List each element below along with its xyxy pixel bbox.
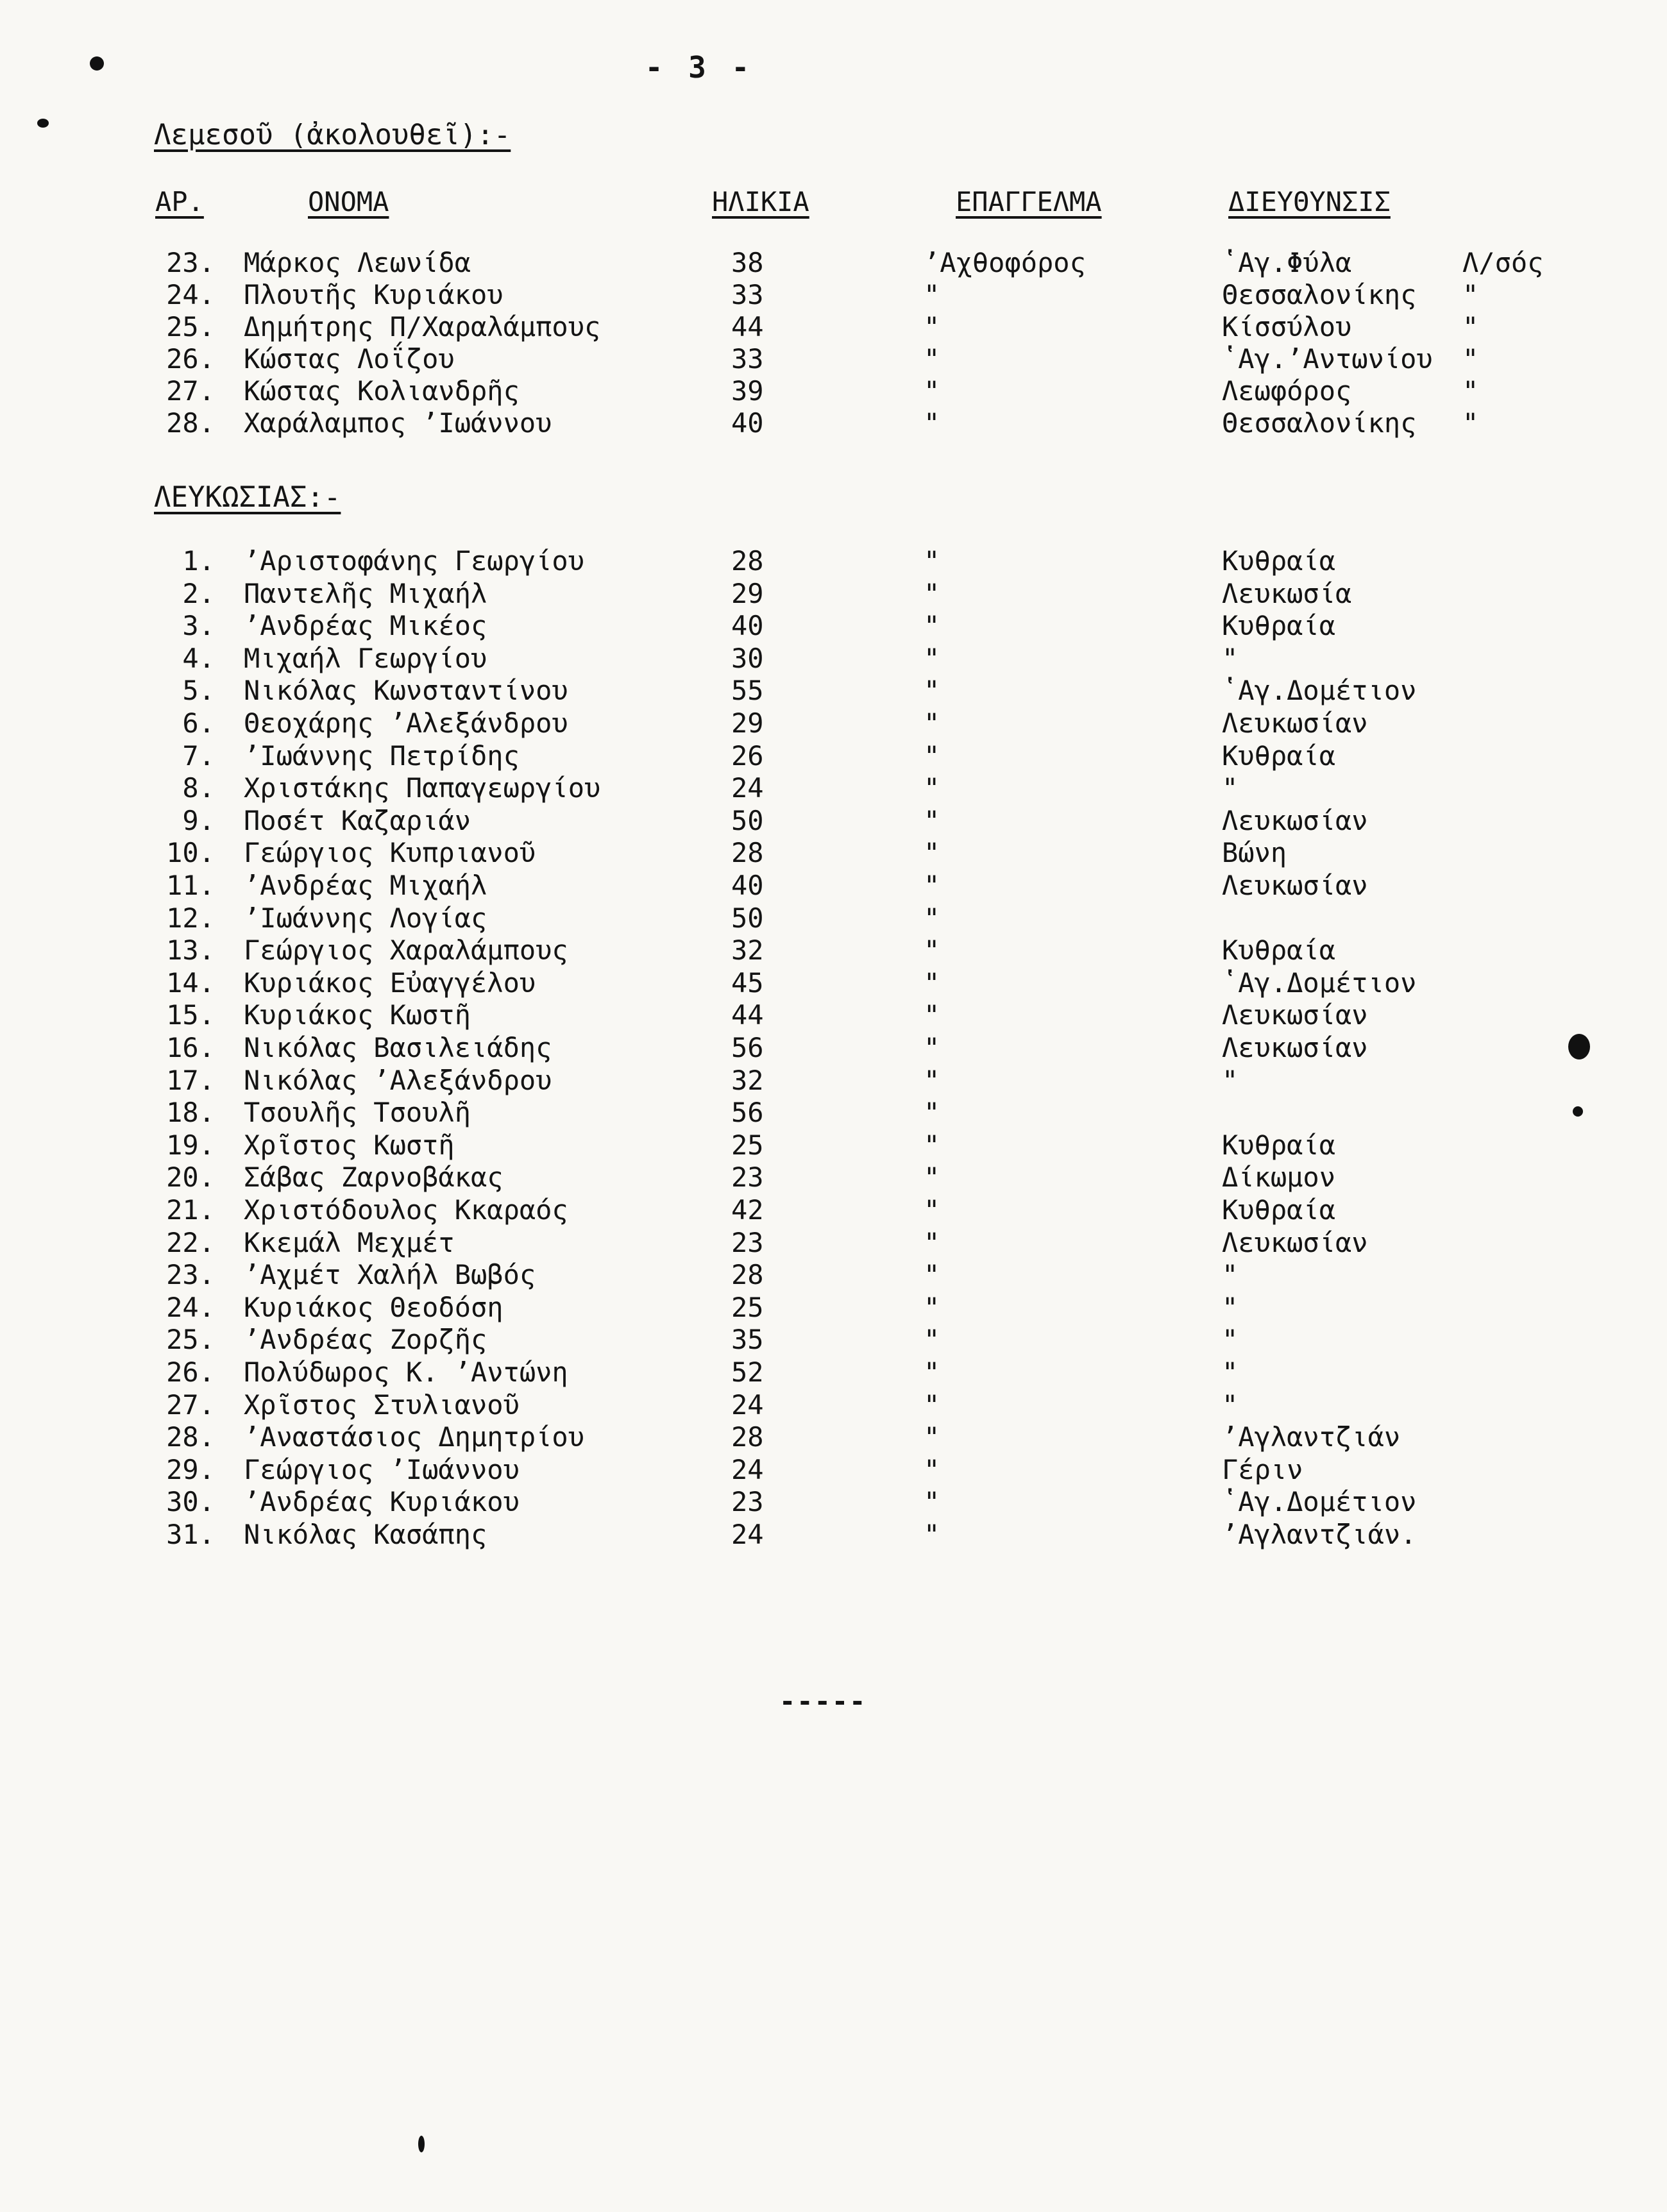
address-ditto: " [1462,375,1479,407]
person-address: " [1222,1389,1239,1421]
row-number: 4. [182,642,215,674]
person-address: ʽΑγ.Δομέτιον [1222,675,1417,707]
person-address: Κυθραία [1222,610,1336,642]
row-number: 1. [182,545,215,577]
person-occupation: " [924,1291,940,1323]
person-name: ʼΑχμέτ Χαλήλ Βωβός [244,1259,536,1291]
row-number: 19. [166,1129,215,1161]
scan-speck [90,56,104,71]
person-occupation: " [924,999,940,1031]
scan-speck [418,2136,425,2152]
table-row [0,343,1667,375]
person-address: ʼΑγλαντζιάν. [1222,1519,1417,1550]
table-row [0,1161,1667,1194]
person-age: 50 [731,804,764,836]
address-ditto: Λ/σός [1462,247,1544,278]
person-address: Λευκωσίαν [1222,1032,1368,1063]
person-address: Δίκωμον [1222,1161,1336,1194]
person-age: 29 [731,707,764,739]
person-age: 55 [731,675,764,707]
person-name: Τσουλῆς Τσουλῆ [244,1097,471,1129]
person-address: Λευκωσίαν [1222,870,1368,901]
person-name: Κώστας Κολιανδρῆς [244,375,520,407]
table-row [0,375,1667,407]
person-occupation: ʼΑχθοφόρος [924,247,1086,278]
person-occupation: " [924,642,940,674]
person-name: Γεώργιος Χαραλάμπους [244,934,568,967]
table-row [0,999,1667,1031]
table-row [0,870,1667,902]
person-address: " [1222,772,1239,804]
table-row [0,1486,1667,1518]
row-number: 6. [182,707,215,739]
person-occupation: " [924,707,940,739]
person-address: ʽΑγ.Δομέτιον [1222,967,1417,999]
person-name: ʼΙωάννης Λογίας [244,902,487,934]
person-name: Θεοχάρης ʼΑλεξάνδρου [244,707,568,739]
table-row [0,1292,1667,1324]
person-name: Γεώργιος Κυπριανοῦ [244,837,536,869]
person-name: Πολύδωρος Κ. ʼΑντώνη [244,1356,568,1388]
header-name: ΟΝΟΜΑ [308,186,389,217]
header-no: ΑΡ. [155,186,204,217]
person-occupation: " [924,1129,940,1161]
person-address: Θεσσαλονίκης [1222,279,1417,310]
person-occupation: " [924,675,940,707]
person-address: Κυθραία [1222,545,1336,577]
person-name: ʼΑναστάσιος Δημητρίου [244,1421,585,1453]
table-row [0,772,1667,804]
person-address: " [1222,1259,1239,1291]
row-number: 11. [166,870,215,901]
person-name: Νικόλας Κασάπης [244,1519,487,1550]
table-row [0,247,1667,279]
person-occupation: " [924,311,940,342]
person-name: Χαράλαμπος ʼΙωάννου [244,407,552,439]
person-occupation: " [924,870,940,901]
person-age: 24 [731,1453,764,1485]
person-name: Γεώργιος ʼΙωάννου [244,1453,520,1485]
person-occupation: " [924,837,940,869]
row-number: 27. [166,1389,215,1421]
table-row [0,279,1667,311]
table-row [0,805,1667,837]
person-address: ʽΑγ.Φύλα [1222,247,1352,278]
row-number: 23. [166,1259,215,1291]
person-name: Χρῖστος Κωστῆ [244,1129,455,1161]
person-age: 28 [731,1259,764,1291]
table-row [0,707,1667,739]
person-occupation: " [924,1486,940,1518]
table-row [0,1454,1667,1486]
person-address: " [1222,1064,1239,1096]
person-age: 24 [731,772,764,804]
table-row [0,1356,1667,1389]
table-row [0,934,1667,967]
row-number: 24. [166,1291,215,1323]
person-occupation: " [924,407,940,439]
person-age: 40 [731,870,764,901]
person-name: Νικόλας Κωνσταντίνου [244,675,568,707]
row-number: 23. [166,247,215,278]
person-name: Νικόλας Βασιλειάδης [244,1032,552,1063]
person-occupation: " [924,1389,940,1421]
section-title-nicosia: ΛΕΥΚΩΣΙΑΣ:- [154,481,341,514]
row-number: 16. [166,1032,215,1063]
person-name: Χρῖστος Στυλιανοῦ [244,1389,520,1421]
table-row [0,1389,1667,1421]
table-row [0,837,1667,869]
header-address: ΔΙΕΥΘΥΝΣΙΣ [1228,186,1391,217]
person-name: ʼΑνδρέας Ζορζῆς [244,1324,487,1356]
table-row [0,1194,1667,1226]
row-number: 24. [166,279,215,310]
row-number: 8. [182,772,215,804]
person-address: Κυθραία [1222,934,1336,967]
person-name: ʼΑνδρέας Κυριάκου [244,1486,520,1518]
person-occupation: " [924,1421,940,1453]
person-name: ʼΑριστοφάνης Γεωργίου [244,545,585,577]
person-occupation: " [924,772,940,804]
person-address: Λεωφόρος [1222,375,1352,407]
person-name: ʼΑνδρέας Μικέος [244,610,487,642]
person-name: Παντελῆς Μιχαήλ [244,577,487,609]
person-name: Σάβας Ζαρνοβάκας [244,1161,503,1194]
table-row [0,1519,1667,1551]
row-number: 20. [166,1161,215,1194]
person-occupation: " [924,902,940,934]
table-row [0,407,1667,439]
person-address: Κυθραία [1222,1194,1336,1226]
person-occupation: " [924,279,940,310]
person-occupation: " [924,375,940,407]
person-name: Κώστας Λοΐζου [244,343,455,375]
table-row [0,967,1667,999]
row-number: 17. [166,1064,215,1096]
person-occupation: " [924,1161,940,1194]
person-age: 25 [731,1129,764,1161]
person-occupation: " [924,610,940,642]
row-number: 9. [182,804,215,836]
row-number: 5. [182,675,215,707]
person-age: 35 [731,1324,764,1356]
person-name: Κυριάκος Κωστῆ [244,999,471,1031]
person-occupation: " [924,804,940,836]
table-row [0,1259,1667,1291]
person-occupation: " [924,1324,940,1356]
row-number: 25. [166,311,215,342]
person-name: Πλουτῆς Κυριάκου [244,279,503,310]
table-row [0,643,1667,675]
address-ditto: " [1462,407,1479,439]
scan-speck [1568,1034,1590,1060]
row-number: 21. [166,1194,215,1226]
table-row [0,1324,1667,1356]
end-separator: ----- [779,1685,867,1717]
person-address: Λευκωσία [1222,577,1352,609]
person-name: Μιχαήλ Γεωργίου [244,642,487,674]
row-number: 7. [182,739,215,772]
person-age: 40 [731,407,764,439]
person-name: Νικόλας ʼΑλεξάνδρου [244,1064,552,1096]
person-name: Δημήτρης Π/Χαραλάμπους [244,311,601,342]
person-name: ʼΑνδρέας Μιχαήλ [244,870,487,901]
person-address: Κυθραία [1222,739,1336,772]
table-row [0,610,1667,642]
person-occupation: " [924,1519,940,1550]
person-name: Μάρκος Λεωνίδα [244,247,471,278]
person-age: 45 [731,967,764,999]
table-row [0,675,1667,707]
row-number: 26. [166,343,215,375]
person-address: ʼΑγλαντζιάν [1222,1421,1401,1453]
person-age: 29 [731,577,764,609]
row-number: 18. [166,1097,215,1129]
person-address: Γέριν [1222,1453,1303,1485]
section-title-limassol: Λεμεσοῦ (ἀκολουθεῖ):- [154,119,511,151]
person-address: Λευκωσίαν [1222,999,1368,1031]
person-occupation: " [924,1356,940,1388]
table-row [0,1097,1667,1129]
person-age: 52 [731,1356,764,1388]
table-row [0,1227,1667,1259]
row-number: 10. [166,837,215,869]
table-row [0,1129,1667,1161]
person-age: 40 [731,610,764,642]
person-occupation: " [924,1259,940,1291]
row-number: 22. [166,1226,215,1258]
row-number: 2. [182,577,215,609]
person-name: Ποσέτ Καζαριάν [244,804,471,836]
person-occupation: " [924,1194,940,1226]
person-age: 28 [731,837,764,869]
person-name: Κκεμάλ Μεχμέτ [244,1226,455,1258]
person-age: 38 [731,247,764,278]
person-age: 25 [731,1291,764,1323]
person-address: " [1222,642,1239,674]
person-age: 26 [731,739,764,772]
person-occupation: " [924,545,940,577]
table-row [0,545,1667,577]
scan-speck [1573,1106,1583,1117]
person-age: 56 [731,1032,764,1063]
row-number: 29. [166,1453,215,1485]
row-number: 15. [166,999,215,1031]
person-occupation: " [924,343,940,375]
person-occupation: " [924,1097,940,1129]
person-address: Λευκωσίαν [1222,1226,1368,1258]
person-age: 30 [731,642,764,674]
person-age: 23 [731,1226,764,1258]
person-address: ʽΑγ.ʼΑντωνίου [1222,343,1433,375]
address-ditto: " [1462,343,1479,375]
page-number: - 3 - [645,50,754,85]
person-age: 24 [731,1389,764,1421]
person-address: Βώνη [1222,837,1287,869]
person-name: Κυριάκος Θεοδόση [244,1291,503,1323]
person-age: 24 [731,1519,764,1550]
address-ditto: " [1462,279,1479,310]
row-number: 13. [166,934,215,967]
person-address: Κυθραία [1222,1129,1336,1161]
row-number: 30. [166,1486,215,1518]
person-address: Θεσσαλονίκης [1222,407,1417,439]
person-address: " [1222,1324,1239,1356]
address-ditto: " [1462,311,1479,342]
person-age: 44 [731,999,764,1031]
table-row [0,1065,1667,1097]
person-age: 50 [731,902,764,934]
person-name: ʼΙωάννης Πετρίδης [244,739,520,772]
person-age: 23 [731,1161,764,1194]
person-address: Λευκωσίαν [1222,707,1368,739]
table-row [0,578,1667,610]
header-occupation: ΕΠΑΓΓΕΛΜΑ [956,186,1102,217]
row-number: 12. [166,902,215,934]
person-age: 33 [731,343,764,375]
table-row [0,740,1667,772]
table-row [0,1032,1667,1064]
person-occupation: " [924,739,940,772]
person-age: 23 [731,1486,764,1518]
row-number: 28. [166,407,215,439]
row-number: 25. [166,1324,215,1356]
row-number: 3. [182,610,215,642]
person-occupation: " [924,1032,940,1063]
row-number: 27. [166,375,215,407]
person-age: 28 [731,545,764,577]
person-age: 39 [731,375,764,407]
row-number: 31. [166,1519,215,1550]
person-occupation: " [924,967,940,999]
person-occupation: " [924,1453,940,1485]
row-number: 14. [166,967,215,999]
person-name: Χριστάκης Παπαγεωργίου [244,772,601,804]
person-address: Κίσσύλου [1222,311,1352,342]
table-row [0,902,1667,934]
person-age: 33 [731,279,764,310]
person-age: 32 [731,934,764,967]
person-address: " [1222,1291,1239,1323]
table-row [0,311,1667,343]
person-occupation: " [924,1226,940,1258]
person-address: ʽΑγ.Δομέτιον [1222,1486,1417,1518]
table-row [0,1421,1667,1453]
row-number: 28. [166,1421,215,1453]
person-address: " [1222,1356,1239,1388]
row-number: 26. [166,1356,215,1388]
scan-speck [37,119,49,128]
person-age: 42 [731,1194,764,1226]
person-age: 44 [731,311,764,342]
person-name: Κυριάκος Εὐαγγέλου [244,967,536,999]
person-age: 32 [731,1064,764,1096]
person-age: 28 [731,1421,764,1453]
person-occupation: " [924,577,940,609]
header-age: ΗΛΙΚΙΑ [712,186,809,217]
person-age: 56 [731,1097,764,1129]
person-occupation: " [924,1064,940,1096]
person-name: Χριστόδουλος Κκαραός [244,1194,568,1226]
person-address: Λευκωσίαν [1222,804,1368,836]
person-occupation: " [924,934,940,967]
